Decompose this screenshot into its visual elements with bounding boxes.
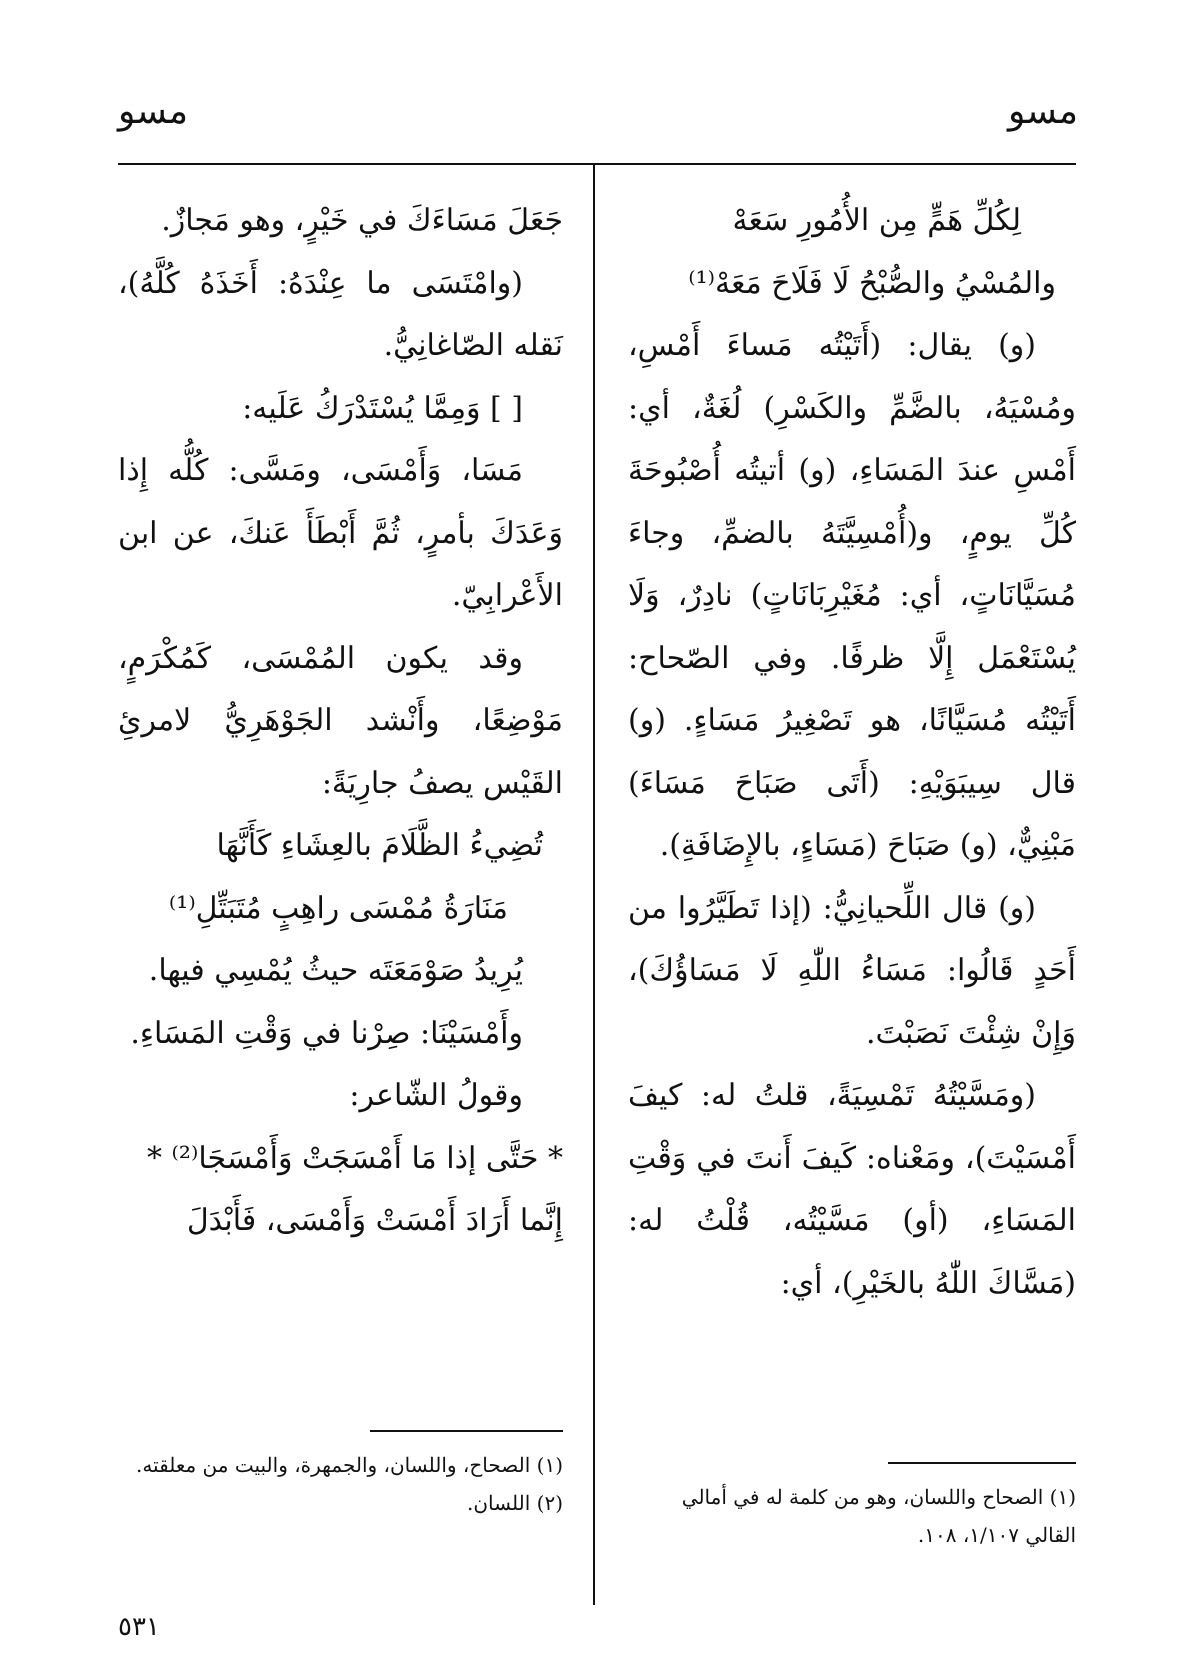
paragraph: (وامْتَسَى ما عِنْدَهُ: أَخَذَهُ كُلَّهُ)، نَقله الصّاغانِيُّ. [118, 265, 563, 363]
paragraph: وقد يكون المُمْسَى، كَمُكْرَمٍ، مَوْضِعًا، وأَنْشد الجَوْهَرِيُّ لامرئِ القَيْس يصفُ جارِيَةً: [118, 640, 563, 801]
paragraph: وقولُ الشّاعر: [349, 1078, 523, 1113]
column-divider [593, 165, 595, 1605]
footnote: (١) الصحاح واللسان، وهو من كلمة له في أمالي القالي ١/١٠٧، ١٠٨. [681, 1485, 1076, 1547]
running-header-left: مسو [118, 91, 188, 132]
footnote-rule [888, 1462, 1076, 1464]
verse-line: * حَتَّى إذا مَا أَمْسَجَتْ وَأَمْسَجَا⁽²⁾ * [147, 1140, 563, 1176]
footnotes-left [118, 1446, 563, 1522]
verse-line: مَنَارَةُ مُمْسَى راهِبٍ مُتَبَتِّلِ⁽¹⁾ [168, 890, 508, 926]
section-heading: [ ] وَمِمَّا يُسْتَدْرَكُ عَلَيه: [242, 390, 523, 426]
paragraph: (و) يقال: (أَتَيْتُه مَساءَ أَمْسِ، ومُسْيَهُ، بالضَّمِّ والكَسْرِ) لُغَةٌ، أي: أَمْسِ عندَ المَسَاءِ، (و) أتيتُه أُصْبُوحَةَ كُلِّ يومٍ، و(أُمْسِيَّتَهُ بالضمِّ، وجاءَ مُسَيَّانَاتٍ، أي: مُغَيْرِبَانَاتٍ) نادِرٌ، وَلَا يُسْتَعْمَل إِلَّا ظرفًا. وفي الصّحاح: أَتَيْتُه مُسَيَّانًا، هو تَصْغِيرُ مَسَاءٍ. (و) قال سِيبَوَيْهِ: (أَتَى صَبَاحَ مَسَاءَ) مَبْنِيٌّ، (و) صَبَاحَ (مَسَاءٍ، بالإِضَافَةِ). [628, 328, 1076, 863]
header-rule [118, 163, 1076, 165]
paragraph: وأَمْسَيْنَا: صِرْنا في وَقْتِ المَسَاءِ. [130, 1015, 523, 1051]
running-header-right: مسو [1008, 91, 1078, 132]
right-column [628, 190, 1076, 1315]
footnote: (١) الصحاح، واللسان، والجمهرة، والبيت من معلقته. [135, 1453, 563, 1477]
verse-line: تُضِيءُ الظَّلَامَ بالعِشَاءِ كَأَنَّهَا [216, 828, 543, 863]
footnote-rule [370, 1430, 563, 1432]
page-number: ٥٣١ [118, 1612, 160, 1642]
paragraph: إِنَّما أَرَادَ أَمْسَتْ وَأَمْسَى، فَأَبْدَلَ [186, 1203, 563, 1238]
verse-line: لِكُلِّ هَمٍّ مِن الأُمُورِ سَعَهْ [732, 203, 1021, 238]
paragraph: يُرِيدُ صَوْمَعَتَه حيثُ يُمْسِي فيها. [148, 953, 523, 988]
paragraph: مَسَا، وَأَمْسَى، ومَسَّى: كُلُّه إِذا وَعَدَكَ بأمرٍ، ثُمَّ أَبْطَأَ عَنكَ، عن ابن الأَعْرابِيّ. [118, 453, 563, 613]
paragraph: (ومَسَّيْتُهُ تَمْسِيَةً، قلتُ له: كيفَ أَمْسَيْتَ)، ومَعْناه: كَيفَ أَنتَ في وَقْتِ المَسَاءِ، (أو) مَسَّيْتُه، قُلْتُ له: (مَسَّاكَ اللّٰهُ بالخَيْرِ)، أي: [628, 1078, 1076, 1301]
footnote: (٢) اللسان. [467, 1491, 563, 1515]
left-column [118, 190, 563, 1253]
paragraph: جَعَلَ مَسَاءَكَ في خَيْرٍ، وهو مَجازٌ. [161, 203, 563, 238]
paragraph: (و) قال اللِّحيانِيُّ: (إذا تَطَيَّرُوا من أَحَدٍ قَالُوا: مَسَاءُ اللّٰهِ لَا مَسَاؤُكَ)، وَإِنْ شِئْتَ نَصَبْتَ. [628, 890, 1076, 1051]
footnotes-right [628, 1478, 1076, 1554]
verse-line: والمُسْيُ والصُّبْحُ لَا فَلَاحَ مَعَهْ⁽¹⁾ [688, 265, 1056, 301]
